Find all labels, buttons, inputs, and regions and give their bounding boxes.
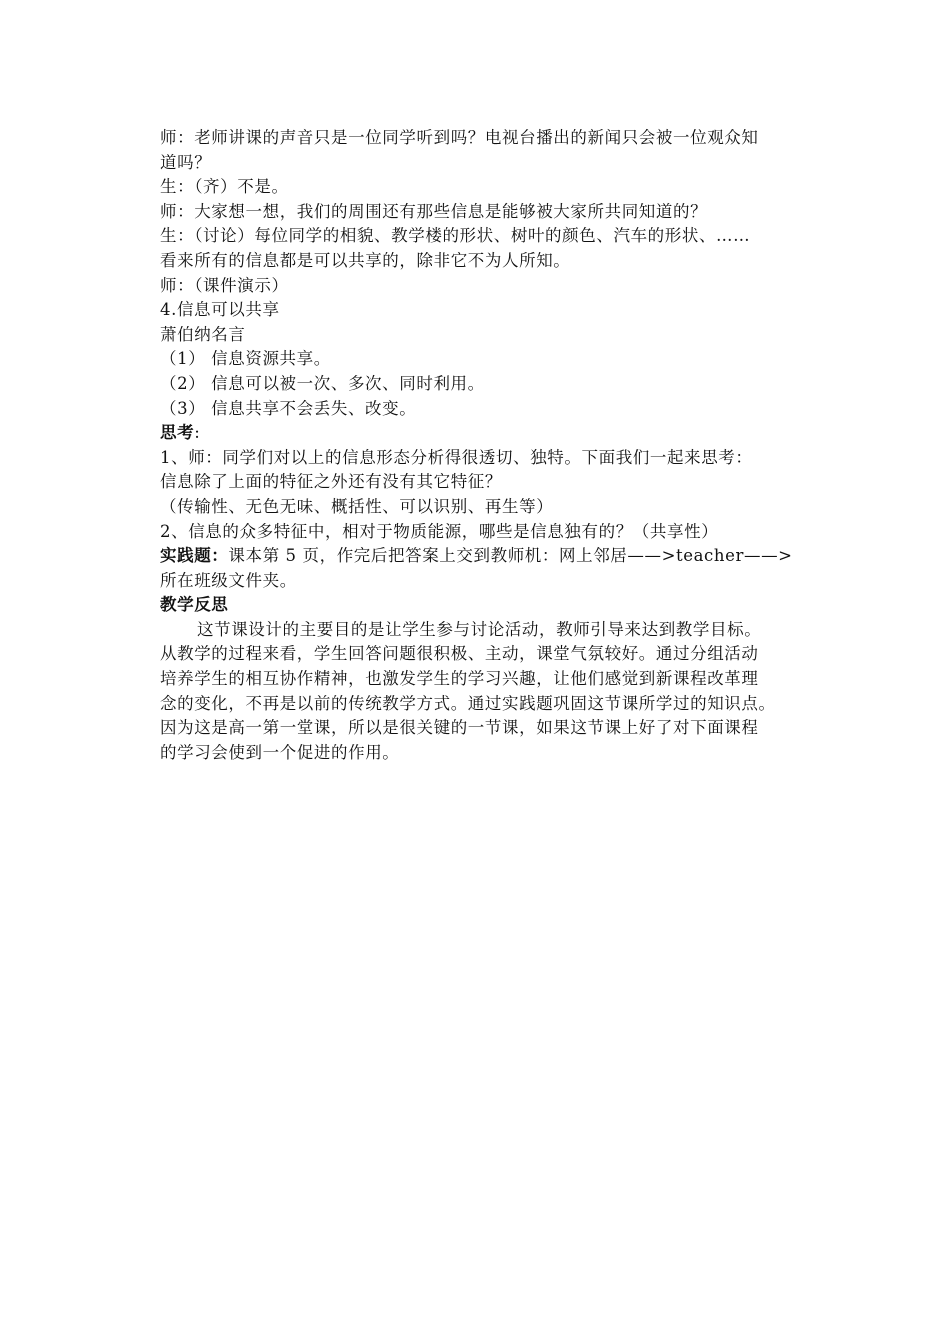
text-line: 2、信息的众多特征中，相对于物质能源，哪些是信息独有的？（共享性）	[160, 521, 719, 541]
reflection-paragraph-line: 念的变化，不再是以前的传统教学方式。通过实践题巩固这节课所学过的知识点。	[160, 693, 776, 713]
text-line: 生：（齐）不是。	[160, 177, 289, 197]
practice-text: 课本第 5 页，作完后把答案上交到教师机：网上邻居——>teacher——>	[228, 546, 793, 566]
reflection-paragraph-line: 的学习会使到一个促进的作用。	[160, 742, 400, 762]
document-page	[160, 126, 850, 765]
text-line: 所在班级文件夹。	[160, 570, 297, 590]
list-item: （3） 信息共享不会丢失、改变。	[160, 398, 417, 418]
text-line: （传输性、无色无味、概括性、可以识别、再生等）	[160, 496, 554, 516]
thinking-colon: :	[194, 423, 201, 443]
thinking-heading	[160, 421, 850, 446]
text-line: 信息除了上面的特征之外还有没有其它特征？	[160, 472, 502, 492]
text-line: 萧伯纳名言	[160, 324, 246, 344]
text-line: 师：大家想一想，我们的周围还有那些信息是能够被大家所共同知道的？	[160, 201, 708, 221]
text-line: 师：（课件演示）	[160, 275, 289, 295]
text-line: 看来所有的信息都是可以共享的，除非它不为人所知。	[160, 250, 571, 270]
reflection-paragraph-line: 因为这是高一第一堂课，所以是很关键的一节课，如果这节课上好了对下面课程	[160, 718, 759, 738]
text-line: 1、师：同学们对以上的信息形态分析得很透切、独特。下面我们一起来思考：	[160, 447, 753, 467]
text-line: 师：老师讲课的声音只是一位同学听到吗？电视台播出的新闻只会被一位观众知	[160, 128, 759, 147]
reflection-paragraph-line: 这节课设计的主要目的是让学生参与讨论活动，教师引导来达到教学目标。	[197, 619, 762, 639]
list-item: （1） 信息资源共享。	[160, 349, 331, 369]
text-line: 生：（讨论）每位同学的相貌、教学楼的形状、树叶的颜色、汽车的形状、……	[160, 226, 751, 246]
thinking-label: 思考	[160, 423, 195, 443]
reflection-paragraph-line: 从教学的过程来看，学生回答问题很积极、主动，课堂气氛较好。通过分组活动	[160, 644, 759, 664]
practice-label: 实践题：	[160, 546, 229, 566]
reflection-paragraph-line: 培养学生的相互协作精神，也激发学生的学习兴趣，让他们感觉到新课程改革理	[160, 669, 759, 689]
list-item: （2） 信息可以被一次、多次、同时利用。	[160, 373, 485, 393]
practice-line	[160, 544, 850, 569]
text-line: 道吗？	[160, 152, 212, 172]
reflection-heading: 教学反思	[160, 595, 229, 615]
section-heading: 4.信息可以共享	[160, 300, 280, 320]
